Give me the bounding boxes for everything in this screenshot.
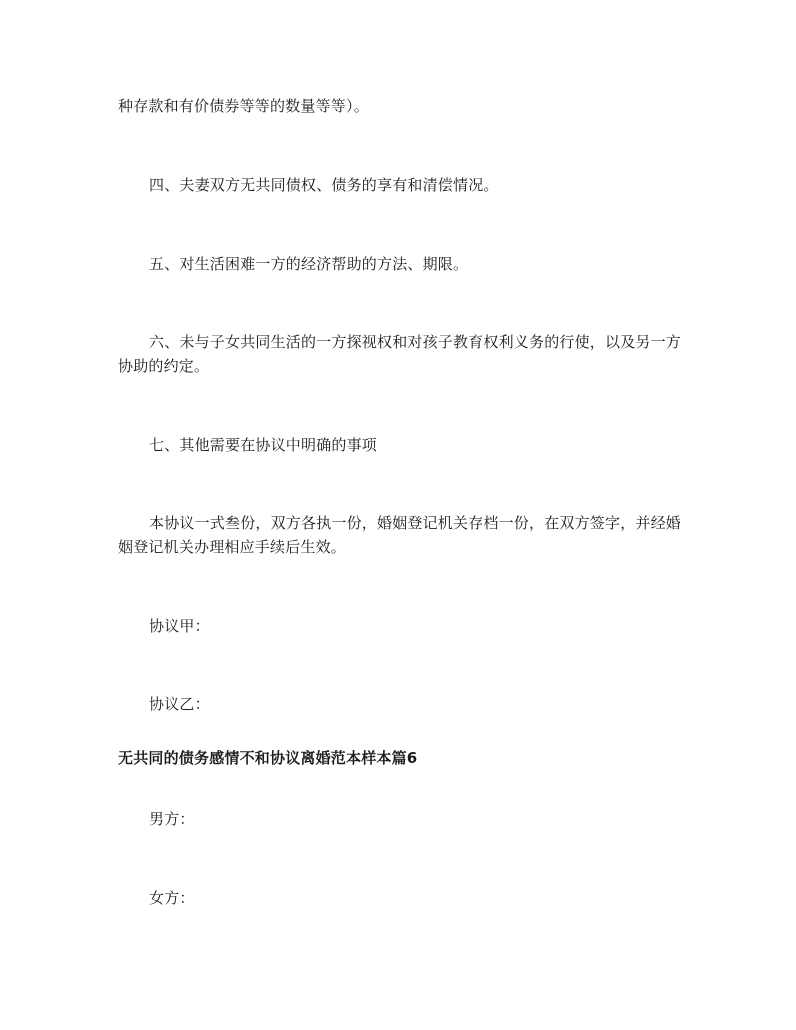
section-heading: 无共同的债务感情不和协议离婚范本样本篇6 (118, 749, 418, 767)
field-female-party: 女方： (149, 889, 195, 907)
paragraph-agreement-copies: 本协议一式叁份，双方各执一份，婚姻登记机关存档一份，在双方签字，并经婚姻登记机关办理相应手续后生效。 (118, 514, 682, 556)
field-male-party: 男方： (149, 810, 195, 828)
paragraph-item-6: 六、未与子女共同生活的一方探视权和对孩子教育权利义务的行使，以及另一方协助的约定。 (118, 333, 682, 375)
signature-party-a: 协议甲： (149, 617, 210, 635)
paragraph-item-4: 四、夫妻双方无共同债权、债务的享有和清偿情况。 (149, 176, 499, 194)
paragraph-item-5: 五、对生活困难一方的经济帮助的方法、期限。 (149, 255, 469, 273)
paragraph-item-7: 七、其他需要在协议中明确的事项 (149, 436, 378, 454)
paragraph-continuation: 种存款和有价债券等等的数量等等）。 (118, 97, 369, 115)
signature-party-b: 协议乙： (149, 695, 210, 713)
